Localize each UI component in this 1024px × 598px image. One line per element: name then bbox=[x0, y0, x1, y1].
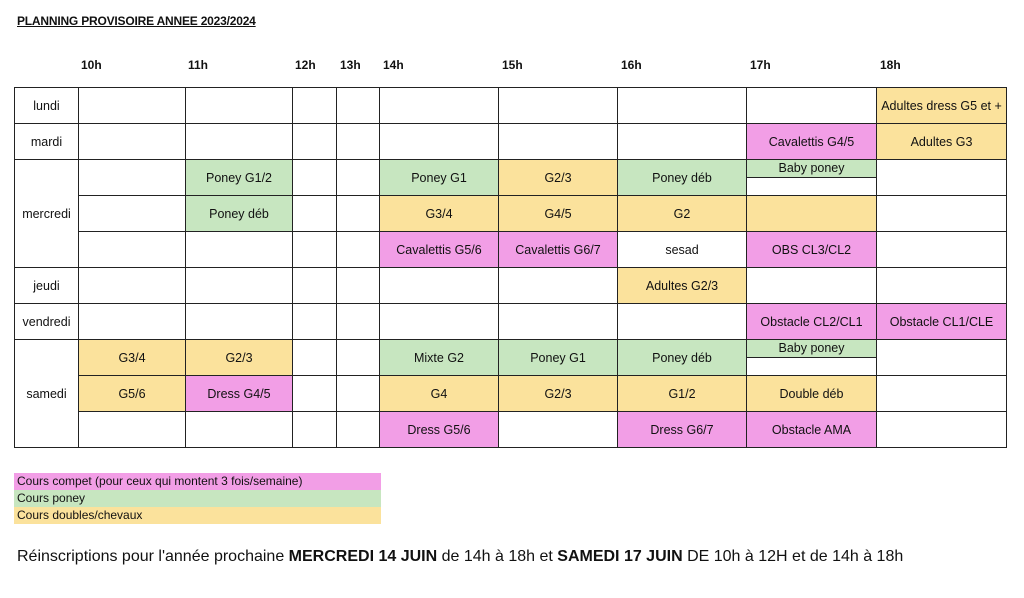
empty-cell bbox=[79, 124, 186, 160]
hour-label-11h: 11h bbox=[188, 58, 209, 72]
row-samedi-2 bbox=[15, 376, 1007, 412]
day-label-mercredi: mercredi bbox=[15, 160, 79, 268]
course-cell: Baby poney bbox=[747, 160, 876, 178]
course-cell: Obstacle CL1/CLE bbox=[877, 304, 1007, 340]
course-cell: OBS CL3/CL2 bbox=[747, 232, 877, 268]
course-cell: Obstacle AMA bbox=[747, 412, 877, 448]
course-cell: Adultes G2/3 bbox=[618, 268, 747, 304]
course-cell: Poney G1/2 bbox=[186, 160, 293, 196]
empty-cell bbox=[186, 232, 293, 268]
day-label-lundi: lundi bbox=[15, 88, 79, 124]
empty-cell bbox=[337, 196, 380, 232]
empty-cell bbox=[877, 376, 1007, 412]
empty-cell bbox=[79, 412, 186, 448]
empty-cell bbox=[186, 88, 293, 124]
course-cell: Adultes G3 bbox=[877, 124, 1007, 160]
empty-cell bbox=[877, 412, 1007, 448]
empty-cell bbox=[293, 232, 337, 268]
split-cell bbox=[747, 160, 877, 196]
footer-text: de 14h à 18h et bbox=[437, 548, 558, 565]
empty-cell bbox=[618, 124, 747, 160]
empty-cell bbox=[877, 340, 1007, 376]
course-cell: sesad bbox=[618, 232, 747, 268]
empty-cell bbox=[747, 268, 877, 304]
page-title: PLANNING PROVISOIRE ANNEE 2023/2024 bbox=[17, 14, 256, 28]
course-cell: Poney déb bbox=[618, 160, 747, 196]
day-label-jeudi: jeudi bbox=[15, 268, 79, 304]
footer-date-wednesday: MERCREDI 14 JUIN bbox=[288, 548, 438, 565]
footer-text: DE 10h à 12H et de 14h à 18h bbox=[682, 548, 904, 565]
course-cell: G4/5 bbox=[499, 196, 618, 232]
empty-cell bbox=[293, 196, 337, 232]
hour-label-16h: 16h bbox=[621, 58, 642, 72]
empty-cell bbox=[618, 88, 747, 124]
empty-cell bbox=[499, 268, 618, 304]
empty-cell bbox=[337, 268, 380, 304]
row-mercredi-2 bbox=[15, 196, 1007, 232]
row-samedi-1 bbox=[15, 340, 1007, 376]
course-cell: G2 bbox=[618, 196, 747, 232]
split-cell bbox=[747, 340, 877, 376]
course-cell: Cavalettis G4/5 bbox=[747, 124, 877, 160]
empty-cell bbox=[293, 412, 337, 448]
row-samedi-3 bbox=[15, 412, 1007, 448]
empty-cell bbox=[380, 88, 499, 124]
legend-item-compet: Cours compet (pour ceux qui montent 3 fois/semaine) bbox=[14, 473, 381, 490]
course-cell: Mixte G2 bbox=[380, 340, 499, 376]
hour-header bbox=[0, 58, 1024, 80]
empty-cell bbox=[499, 88, 618, 124]
empty-cell bbox=[499, 304, 618, 340]
empty-cell bbox=[337, 88, 380, 124]
course-cell: Dress G5/6 bbox=[380, 412, 499, 448]
empty-cell bbox=[747, 88, 877, 124]
legend-item-poney: Cours poney bbox=[14, 490, 381, 507]
row-mercredi-3 bbox=[15, 232, 1007, 268]
course-cell: G2/3 bbox=[499, 160, 618, 196]
empty-cell bbox=[337, 340, 380, 376]
course-cell: Baby poney bbox=[747, 340, 876, 358]
course-cell: Poney déb bbox=[186, 196, 293, 232]
day-label-samedi: samedi bbox=[15, 340, 79, 448]
empty-cell bbox=[293, 268, 337, 304]
hour-label-10h: 10h bbox=[81, 58, 102, 72]
empty-cell bbox=[186, 304, 293, 340]
course-cell-empty bbox=[747, 196, 877, 232]
course-cell: G2/3 bbox=[186, 340, 293, 376]
empty-cell bbox=[186, 412, 293, 448]
empty-cell bbox=[293, 88, 337, 124]
row-jeudi bbox=[15, 268, 1007, 304]
empty-cell bbox=[499, 124, 618, 160]
empty-cell bbox=[337, 376, 380, 412]
empty-cell bbox=[293, 124, 337, 160]
course-cell: G3/4 bbox=[380, 196, 499, 232]
hour-label-15h: 15h bbox=[502, 58, 523, 72]
empty-cell bbox=[337, 160, 380, 196]
empty-cell bbox=[380, 268, 499, 304]
empty-cell bbox=[79, 160, 186, 196]
empty-cell bbox=[186, 124, 293, 160]
empty-cell bbox=[618, 304, 747, 340]
day-label-mardi: mardi bbox=[15, 124, 79, 160]
row-vendredi bbox=[15, 304, 1007, 340]
empty-cell bbox=[380, 124, 499, 160]
row-mercredi-1 bbox=[15, 160, 1007, 196]
course-cell: Dress G6/7 bbox=[618, 412, 747, 448]
day-label-vendredi: vendredi bbox=[15, 304, 79, 340]
course-cell: Cavalettis G5/6 bbox=[380, 232, 499, 268]
course-cell: Double déb bbox=[747, 376, 877, 412]
empty-cell bbox=[293, 340, 337, 376]
empty-cell bbox=[877, 160, 1007, 196]
footer-date-saturday: SAMEDI 17 JUIN bbox=[557, 548, 683, 565]
empty-cell bbox=[79, 304, 186, 340]
hour-label-14h: 14h bbox=[383, 58, 404, 72]
hour-label-12h: 12h bbox=[295, 58, 316, 72]
empty-cell bbox=[380, 304, 499, 340]
reinscription-note bbox=[17, 548, 903, 566]
course-cell: G3/4 bbox=[79, 340, 186, 376]
empty-cell bbox=[293, 304, 337, 340]
empty-cell bbox=[79, 196, 186, 232]
empty-cell bbox=[877, 268, 1007, 304]
empty-cell bbox=[499, 412, 618, 448]
empty-cell bbox=[293, 160, 337, 196]
empty-cell bbox=[877, 232, 1007, 268]
course-cell: Poney G1 bbox=[380, 160, 499, 196]
empty-cell bbox=[337, 232, 380, 268]
empty-cell bbox=[186, 268, 293, 304]
course-cell: G4 bbox=[380, 376, 499, 412]
empty-cell bbox=[337, 304, 380, 340]
course-cell: G5/6 bbox=[79, 376, 186, 412]
course-cell: Poney G1 bbox=[499, 340, 618, 376]
empty-cell bbox=[337, 412, 380, 448]
legend-item-doubles: Cours doubles/chevaux bbox=[14, 507, 381, 524]
row-mardi bbox=[15, 124, 1007, 160]
course-cell: Adultes dress G5 et + bbox=[877, 88, 1007, 124]
course-cell: G1/2 bbox=[618, 376, 747, 412]
empty-cell bbox=[79, 232, 186, 268]
course-cell: G2/3 bbox=[499, 376, 618, 412]
hour-label-18h: 18h bbox=[880, 58, 901, 72]
hour-label-17h: 17h bbox=[750, 58, 771, 72]
empty-cell bbox=[79, 268, 186, 304]
empty-cell bbox=[79, 88, 186, 124]
course-cell: Dress G4/5 bbox=[186, 376, 293, 412]
footer-text: Réinscriptions pour l'année prochaine bbox=[17, 548, 289, 565]
schedule-table bbox=[14, 87, 1007, 448]
course-cell: Poney déb bbox=[618, 340, 747, 376]
color-legend bbox=[14, 473, 381, 524]
row-lundi bbox=[15, 88, 1007, 124]
course-cell: Obstacle CL2/CL1 bbox=[747, 304, 877, 340]
empty-cell bbox=[877, 196, 1007, 232]
empty-cell bbox=[293, 376, 337, 412]
hour-label-13h: 13h bbox=[340, 58, 361, 72]
course-cell: Cavalettis G6/7 bbox=[499, 232, 618, 268]
empty-cell bbox=[337, 124, 380, 160]
